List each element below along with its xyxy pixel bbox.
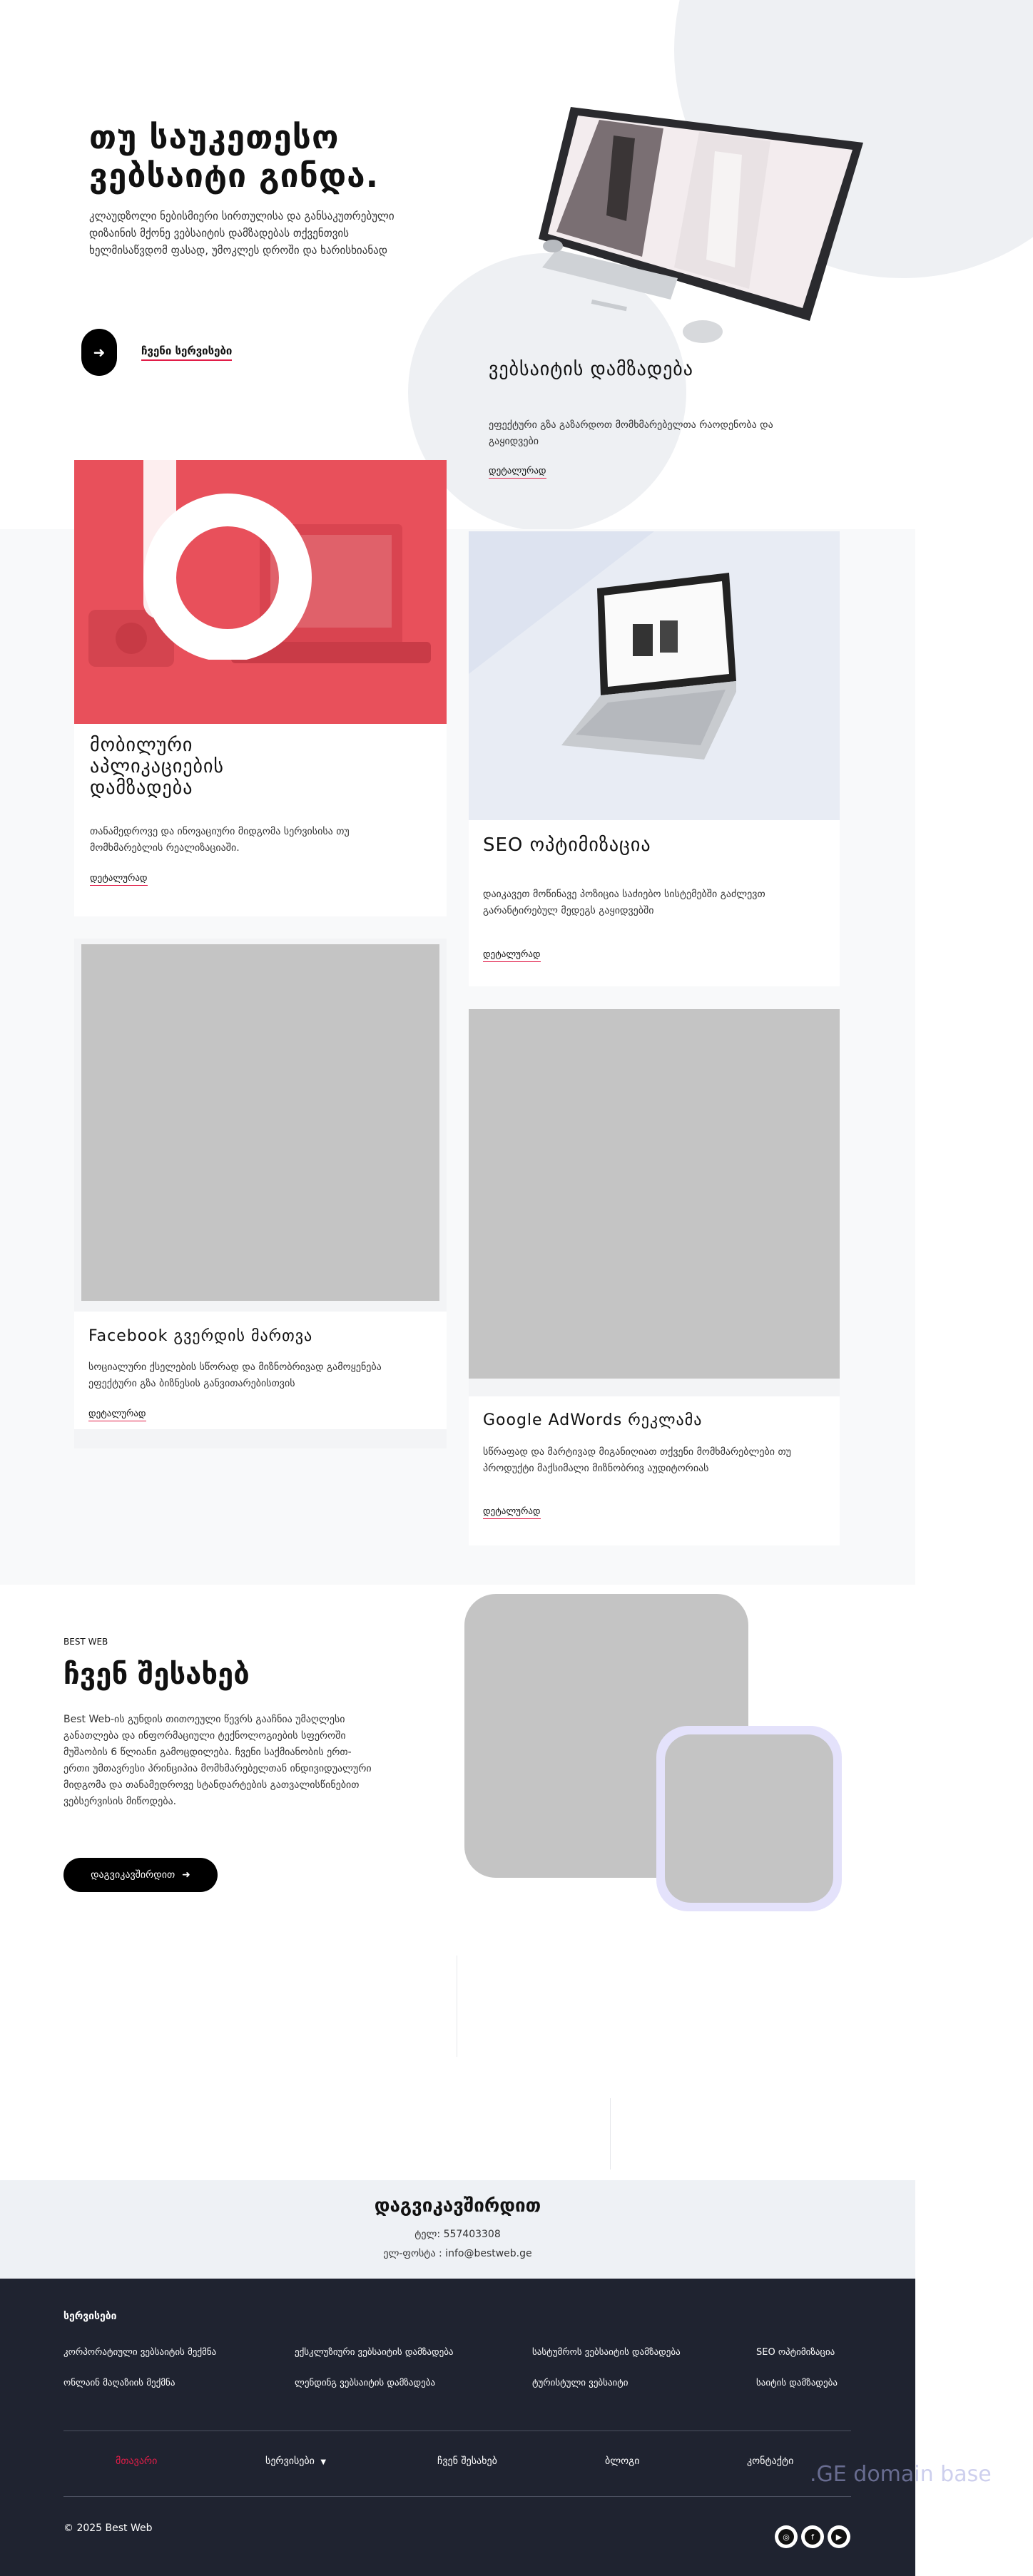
divider-line xyxy=(610,2098,611,2169)
footer-link[interactable]: ტურისტული ვებსაიტი xyxy=(532,2378,629,2388)
footer-link[interactable]: კორპორატიული ვებსაიტის მექმნა xyxy=(63,2347,217,2358)
service-text: თანამედროვე და ინოვაციური მიდგომა სერვისისა თუ მომხმარებლის რეალიზაციაში. xyxy=(90,826,350,854)
footer-nav-home[interactable]: მთავარი xyxy=(116,2455,158,2467)
youtube-icon: ▶ xyxy=(831,2529,847,2545)
footer-services-heading: სერვისები xyxy=(63,2311,117,2322)
service-card-website xyxy=(469,359,840,494)
arrow-right-icon: ➜ xyxy=(182,1869,190,1881)
service-title: SEO ოპტიმიზაცია xyxy=(483,834,651,856)
service-text: სწრაფად და მარტივად მიგანიღიათ თქვენი მომხმარებლები თუ პროდუქტი მაქსიმალი მიზნობრივ აუდიტორიას xyxy=(483,1446,791,1474)
details-link[interactable]: დეტალურად xyxy=(483,949,541,962)
arrow-down-icon: ➜ xyxy=(93,344,106,361)
logo-b-icon xyxy=(138,424,324,660)
facebook-image xyxy=(81,944,439,1301)
service-title: ვებსაიტის დამზადება xyxy=(489,359,693,380)
contact-phone: ტელ: 557403308 xyxy=(414,2229,501,2240)
footer-link[interactable]: SEO ოპტიმიზაცია xyxy=(756,2347,835,2358)
footer-divider xyxy=(63,2496,851,2497)
service-text: დაიკავეთ მოწინავე პოზიცია საძიებო სისტემებში გაძლევთ გარანტირებულ მედეგს გაყიდვებში xyxy=(483,889,765,916)
seo-laptop-image xyxy=(469,531,840,820)
instagram-icon: ◎ xyxy=(778,2529,794,2545)
footer-nav-blog[interactable]: ბლოგი xyxy=(605,2455,640,2467)
facebook-icon: f xyxy=(805,2529,820,2545)
service-card-mobile xyxy=(74,460,447,916)
service-card-adwords xyxy=(469,1009,840,1545)
scroll-down-button[interactable] xyxy=(81,329,117,376)
footer-link[interactable]: სასტუმროს ვებსაიტის დამზადება xyxy=(532,2347,681,2358)
copyright: © 2025 Best Web xyxy=(63,2523,153,2534)
service-text: ეფექტური გზა გაზარდოთ მომხმარებელთა რაოდენობა და გაყიდვები xyxy=(489,419,773,447)
our-services-link[interactable]: ჩვენი სერვისები xyxy=(141,344,232,361)
hero-title: თუ საუკეთესო ვებსაიტი გინდა. xyxy=(89,118,380,195)
service-card-seo xyxy=(469,531,840,986)
contact-us-button[interactable] xyxy=(63,1858,218,1892)
youtube-button[interactable] xyxy=(828,2525,850,2548)
footer-nav-contact[interactable]: კონტაქტი xyxy=(747,2455,794,2467)
adwords-image xyxy=(469,1009,840,1379)
hero-computer-illustration xyxy=(528,86,870,357)
footer-link[interactable]: ექსკლუზიური ვებსაიტის დამზადება xyxy=(295,2347,454,2358)
footer-nav-services-label: სერვისები xyxy=(265,2455,315,2467)
about-text: Best Web-ის გუნდის თითოეული წევრს გააჩნია უმაღლესი განათლება და ინფორმაციული ტექნოლოგიების სფეროში მუშაობის 6 წლიანი გამოცდილება. ჩვენი საქმიანობის ერთ-ერთი უმთავრესი პრინციპია მომხმარებელთან ინდივიდუალური მიდგომა და თანამედროვე სტანდარტების გათვალისწინებით ვებსერვისის მიწოდება. xyxy=(63,1714,372,1807)
details-link[interactable]: დეტალურად xyxy=(88,1409,146,1421)
our-services-link-wrap[interactable] xyxy=(141,344,232,357)
about-title: ჩვენ შესახებ xyxy=(63,1658,250,1691)
details-link[interactable]: დეტალურად xyxy=(90,873,148,886)
service-card-facebook xyxy=(74,939,447,1448)
service-title: მობილური აპლიკაციების დამზადება xyxy=(90,735,225,799)
service-title: Google AdWords რეკლამა xyxy=(483,1411,703,1429)
contact-us-button-label: დაგვიკავშირდით xyxy=(91,1869,175,1881)
footer-link[interactable]: ონლაინ მაღაზიის მექმნა xyxy=(63,2378,175,2388)
service-text: სოციალური ქსელების სწორად და მიზნობრივად გამოყენება ეფექტური გზა ბიზნესის განვითარებისთვის xyxy=(88,1361,382,1389)
footer-nav-about[interactable]: ჩვენ შესახებ xyxy=(437,2455,497,2467)
service-title: Facebook გვერდის მართვა xyxy=(88,1327,313,1345)
footer-nav-services[interactable] xyxy=(265,2455,326,2467)
details-link[interactable]: დეტალურად xyxy=(483,1506,541,1519)
watermark: .GE domain base xyxy=(810,2462,992,2487)
instagram-button[interactable] xyxy=(775,2525,798,2548)
contact-email: ელ-ფოსტა : info@bestweb.ge xyxy=(383,2248,532,2259)
hero-description: კლაუდზოლი ნებისმიერი სირთულისა და განსაკუთრებული დიზაინის მქონე ვებსაიტის დამზადებას თქვენთვის ხელმისაწვდომ ფასად, უმოკლეს დროში და ხარისხიანად xyxy=(89,210,395,257)
details-link[interactable]: დეტალურად xyxy=(489,466,546,479)
contact-title: დაგვიკავშირდით xyxy=(374,2195,541,2217)
chevron-down-icon: ▼ xyxy=(320,2458,327,2466)
about-eyebrow: BEST WEB xyxy=(63,1637,108,1647)
facebook-button[interactable] xyxy=(801,2525,824,2548)
footer-link[interactable]: საიტის დამზადება xyxy=(756,2378,838,2388)
footer-link[interactable]: ლენდინგ ვებსაიტის დამზადება xyxy=(295,2378,436,2388)
about-image-small xyxy=(665,1734,833,1903)
